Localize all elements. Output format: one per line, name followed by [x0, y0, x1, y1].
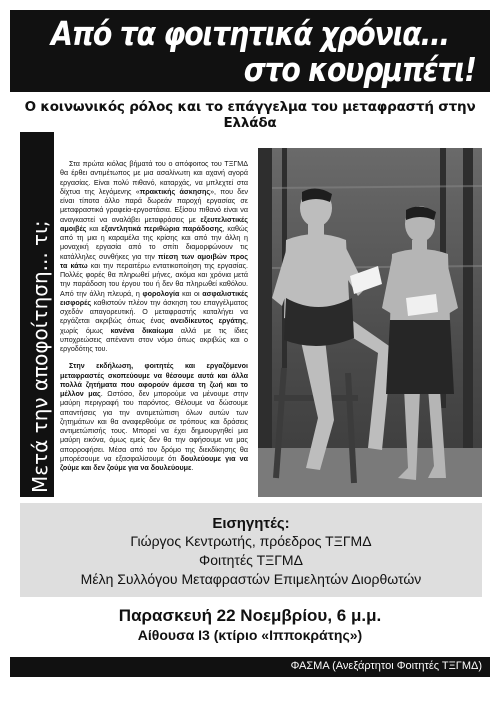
body-run: . Ωστόσο, δεν μπορούμε να μένουμε στην μαύρη περιγραφή του παρόντος. Θέλουμε να δώσουμε απαντήσεις για την αντιμετώπιση όλων αυτών των ζητημάτων και θα αναφερθούμε σε τρόπους και δράσεις αντιμετώπισής τους. Μπορεί να έχει δημιουργηθεί μια μαύρη εικόνα, όμως εμείς δεν θα την αφήσουμε να μας απορροφήσει. Μέσα από τον δρόμο της διεκδίκησης θα μπορέσουμε να εξασφαλίσουμε ότι [60, 390, 249, 463]
body-emphasis: κανένα δικαίωμα [110, 326, 174, 335]
body-emphasis: Στην εκδήλωση, φοιτητές και εργαζόμενοι μεταφραστές σκοπεύουμε να θέσουμε αυτά και άλλα πολλά ζητήματα που αφορούν άμεσα τη ζωή και το μέλλον μας [60, 362, 248, 398]
body-emphasis: δουλεύουμε για να ζούμε και δεν ζούμε για να δουλεύουμε [60, 454, 248, 472]
body-run: αλλά με τις ίδιες υποχρεώσεις απέναντι στον νόμο όπως ακριβώς και ο εργοδότης του. [60, 326, 248, 353]
speaker-line: Φοιτητές ΤΞΓΜΔ [199, 552, 303, 568]
side-band [20, 132, 54, 497]
body-run: Στα πρώτα κιόλας βήματά του ο απόφοιτος του ΤΞΓΜΔ θα έρθει αντιμέτωπος με μια ασαλίνωτη και αχανή αγορά εργασίας. Είναι πολύ πιθανό, καταρχάς, να μπλεχτεί στα δίχτυα της λεγόμενης « [60, 160, 248, 196]
body-text [60, 160, 248, 481]
body-run: , καθώς από τη μια η καραμέλα της κρίσης και από την άλλη η μοναχική εργασία από το σπίτι διαμορφώνουν τις κατάλληλες συνθήκες για την [60, 224, 248, 261]
body-emphasis: ανειδίκευτος εργάτης [170, 317, 247, 326]
body-run: . [191, 464, 194, 472]
photo-two-young-men [258, 148, 482, 497]
body-run: και [86, 224, 102, 233]
footer-bar [10, 657, 490, 677]
event-venue: Αίθουσα Ι3 (κτίριο «Ιπποκράτης») [137, 627, 363, 643]
title-line-1: Από τα φοιτητικά χρόνια... [51, 14, 449, 53]
body-paragraph-1 [60, 160, 248, 354]
body-run: », που δεν είναι τίποτα άλλο παρά δωρεάν παροχή εργασίας σε μεταφραστικά γραφεία-εργοστάσια. Εξίσου πιθανό είναι να αναγκαστεί να αναλάβει μεταφράσεις με [60, 187, 248, 224]
body-emphasis: φορολογία [142, 289, 180, 298]
body-emphasis: εξαντλητικά περιθώρια παράδοσης [101, 224, 223, 233]
photo-illustration [258, 148, 482, 497]
subtitle: Ο κοινωνικός ρόλος και το επάγγελμα του μεταφραστή στην Ελλάδα [24, 99, 476, 131]
side-caption: Μετά την αποφοίτηση... τι; [28, 220, 52, 493]
footer-organizer: ΦΑΣΜΑ (Ανεξάρτητοι Φοιτητές ΤΞΓΜΔ) [290, 660, 482, 672]
body-run: και την περαιτέρω εντατικοποίηση της εργασίας. Πολλές φορές θα πληρωθεί μήνες, ακόμα και χρόνια μετά την παράδοση του έργου του ή δεν θα πληρωθεί καθόλου. Από την άλλη πλευρά, η [60, 261, 249, 298]
body-run: καθιστούν πλέον την άσκηση του επαγγέλματος σχεδόν απαγορευτική. Ο μεταφραστής καταλήγει να εργάζεται ακριβώς όπως ένας [60, 298, 248, 326]
body-paragraph-2 [60, 362, 248, 473]
speaker-line: Μέλη Συλλόγου Μεταφραστών Επιμελητών Διορθωτών [80, 571, 422, 587]
speakers-heading: Εισηγητές: [212, 515, 290, 532]
body-emphasis: πρακτικής άσκησης [139, 187, 211, 196]
speaker-line: Γιώργος Κεντρωτής, πρόεδρος ΤΞΓΜΔ [130, 533, 372, 549]
body-emphasis: εξευτελιστικές αμοιβές [60, 215, 248, 233]
body-run: και οι [179, 289, 203, 298]
body-emphasis: πίεση των αμοιβών προς τα κάτω [60, 252, 248, 270]
speakers-box [20, 503, 482, 597]
body-emphasis: ασφαλιστικές εισφορές [60, 289, 248, 307]
event-date-time: Παρασκευή 22 Νοεμβρίου, 6 μ.μ. [118, 606, 382, 625]
body-run: , χωρίς όμως [60, 317, 248, 335]
title-banner [10, 10, 490, 92]
title-line-2: στο κουρμπέτι! [244, 50, 476, 89]
